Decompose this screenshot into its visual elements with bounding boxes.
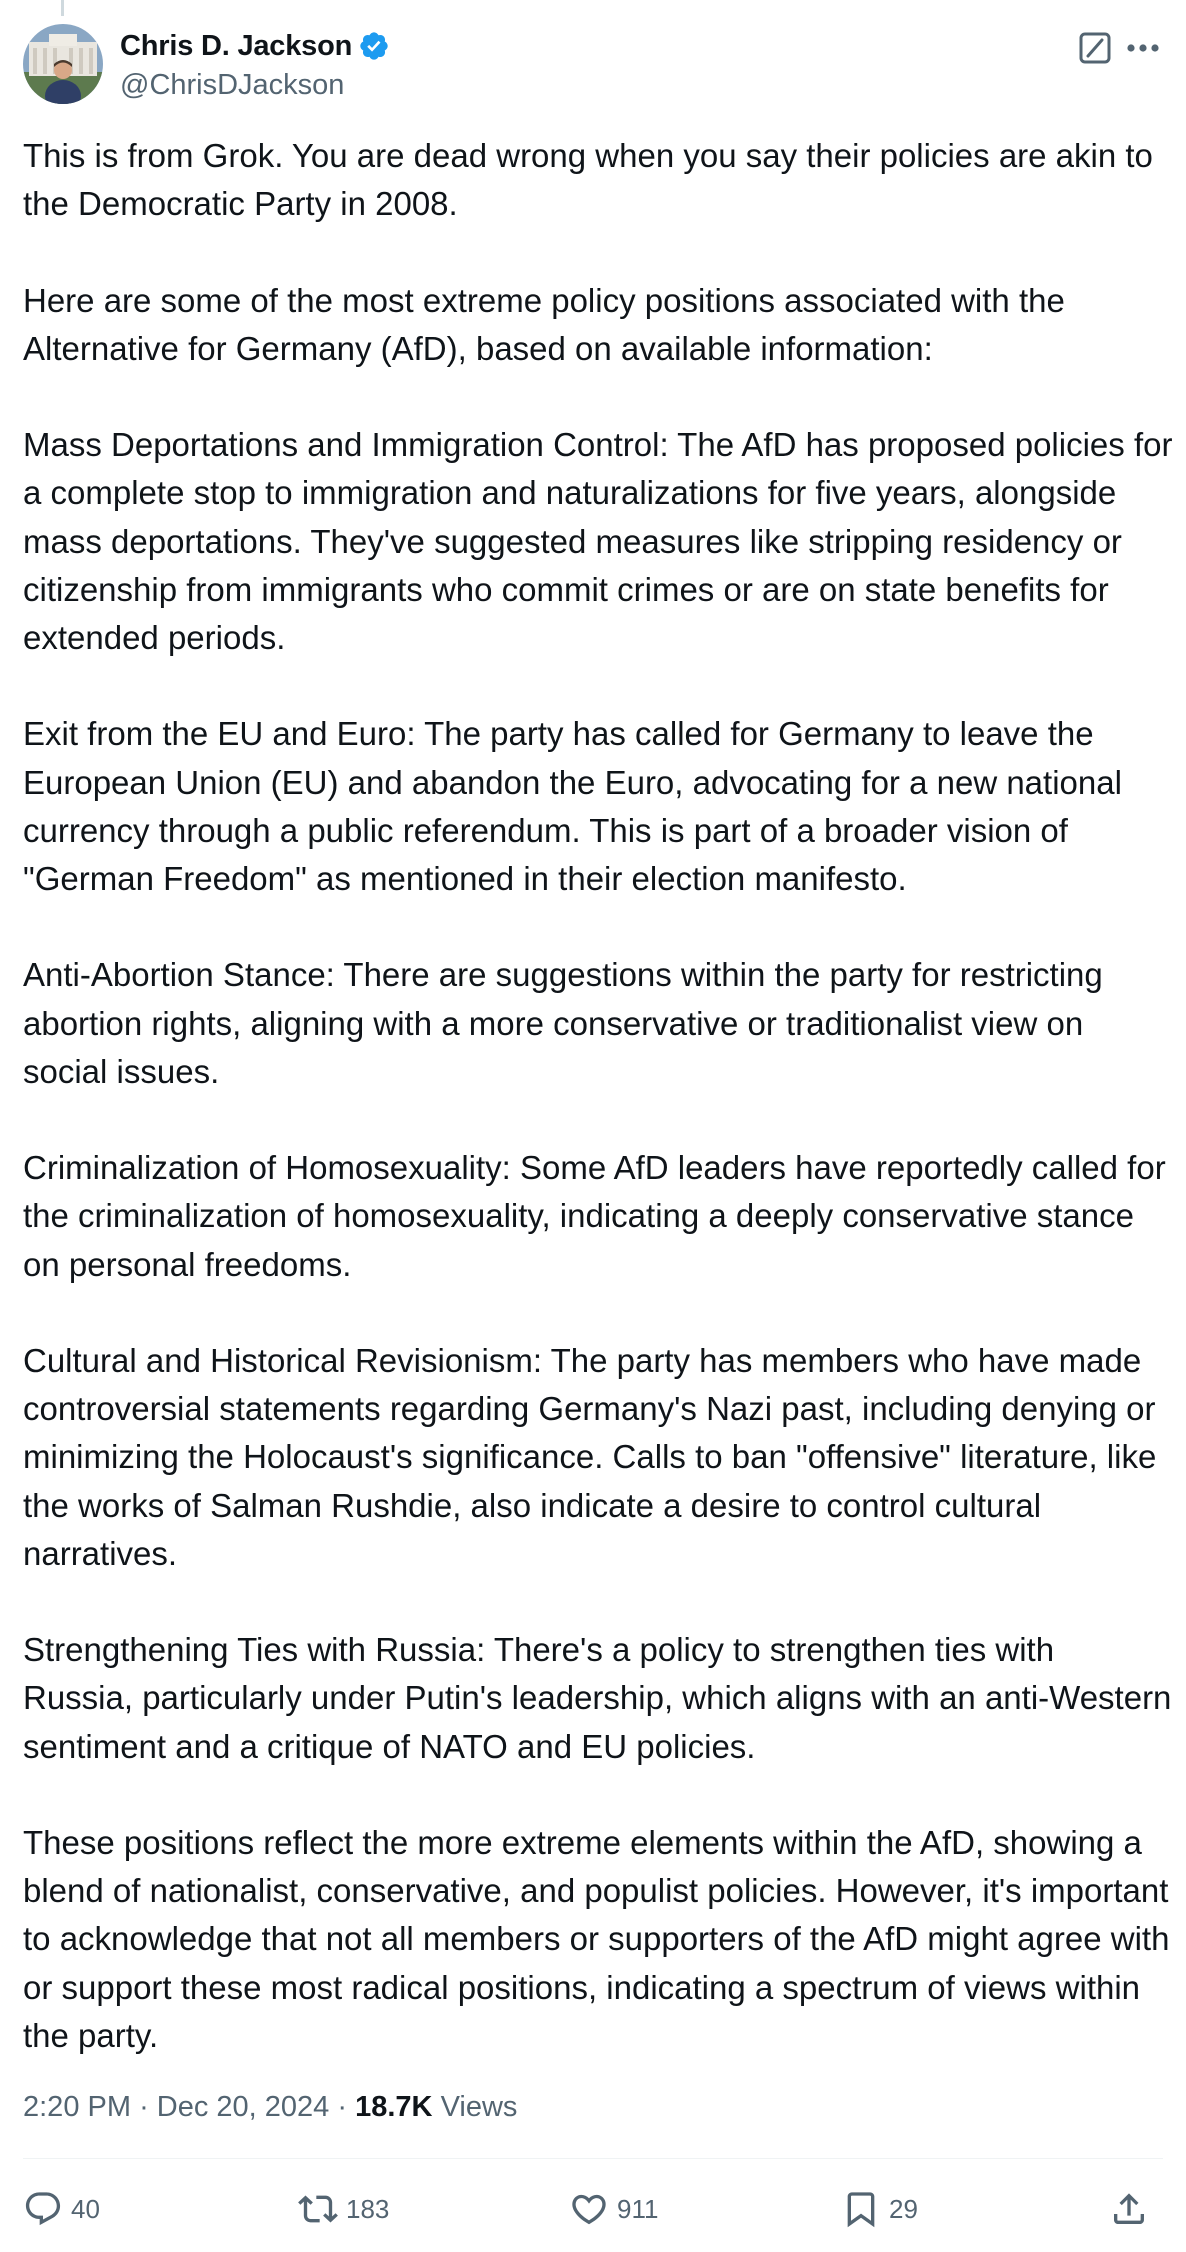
verified-badge-icon[interactable]	[358, 30, 390, 62]
tweet-paragraph: Exit from the EU and Euro: The party has called for Germany to leave the European Union (EU) and abandon the Euro, advocating for a new national currency through a public referendum. This is part of a broader vision of "German Freedom" as mentioned in their election manifesto.	[23, 715, 1122, 897]
meta-separator: ·	[139, 2091, 149, 2123]
action-bar	[23, 2186, 1163, 2232]
like-count: 911	[617, 2193, 659, 2224]
repost-icon	[298, 2189, 338, 2229]
reply-count: 40	[71, 2193, 100, 2224]
display-name-row	[120, 27, 390, 65]
tweet-text	[23, 132, 1173, 2060]
tweet-paragraph: Cultural and Historical Revisionism: The party has members who have made controversial statements regarding Germany's Nazi past, including denying or minimizing the Holocaust's significance. Calls to ban "offensive" literature, like the works of Salman Rushdie, also indicate a desire to control cultural narratives.	[23, 1341, 1157, 1572]
bookmark-icon	[841, 2189, 881, 2229]
views-label: Views	[440, 2091, 518, 2123]
tweet-paragraph: Here are some of the most extreme policy positions associated with the Alternative for Germany (AfD), based on available information:	[23, 281, 1065, 367]
like-button[interactable]	[569, 2186, 658, 2232]
tweet-paragraph: Criminalization of Homosexuality: Some AfD leaders have reportedly called for the criminalization of homosexuality, indicating a deeply conservative stance on personal freedoms.	[23, 1149, 1166, 1283]
tweet-paragraph: These positions reflect the more extreme elements within the AfD, showing a blend of nationalist, conservative, and populist policies. However, it's important to acknowledge that not all members or supporters of the AfD might agree with or support these most radical positions, indicating a spectrum of views within the party.	[23, 1823, 1170, 2054]
tweet-time[interactable]: 2:20 PM	[23, 2091, 131, 2123]
avatar[interactable]	[23, 24, 103, 104]
reply-icon	[23, 2189, 63, 2229]
grok-icon[interactable]	[1077, 30, 1113, 66]
views-count[interactable]: 18.7K	[355, 2091, 433, 2123]
author-handle[interactable]: @ChrisDJackson	[120, 69, 345, 101]
heart-icon	[569, 2189, 609, 2229]
more-icon[interactable]	[1123, 32, 1163, 64]
repost-button[interactable]	[298, 2186, 389, 2232]
meta-separator: ·	[337, 2091, 348, 2123]
thread-connector-line	[61, 0, 64, 16]
tweet-header	[23, 24, 1163, 108]
bookmark-count: 29	[889, 2193, 918, 2224]
repost-count: 183	[346, 2193, 390, 2224]
author-names	[120, 27, 390, 102]
tweet-paragraph: This is from Grok. You are dead wrong when you say their policies are akin to the Democratic Party in 2008.	[23, 137, 1153, 223]
divider	[23, 2158, 1163, 2159]
share-icon	[1109, 2189, 1149, 2229]
bookmark-button[interactable]	[841, 2186, 918, 2232]
tweet-paragraph: Mass Deportations and Immigration Control: The AfD has proposed policies for a complete stop to immigration and naturalizations for five years, alongside mass deportations. They've suggested measures like stripping residency or citizenship from immigrants who commit crimes or are on state benefits for extended periods.	[23, 426, 1173, 656]
tweet-meta	[23, 2087, 517, 2127]
reply-button[interactable]	[23, 2186, 100, 2232]
tweet-paragraph: Anti-Abortion Stance: There are suggestions within the party for restricting abortion rights, aligning with a more conservative or traditionalist view on social issues.	[23, 956, 1103, 1090]
tweet-date[interactable]: Dec 20, 2024	[156, 2091, 330, 2123]
share-button[interactable]	[1109, 2186, 1149, 2232]
tweet-paragraph: Strengthening Ties with Russia: There's a policy to strengthen ties with Russia, particularly under Putin's leadership, which aligns with an anti-Western sentiment and a critique of NATO and EU policies.	[23, 1631, 1172, 1765]
author-display-name[interactable]: Chris D. Jackson	[120, 29, 353, 62]
